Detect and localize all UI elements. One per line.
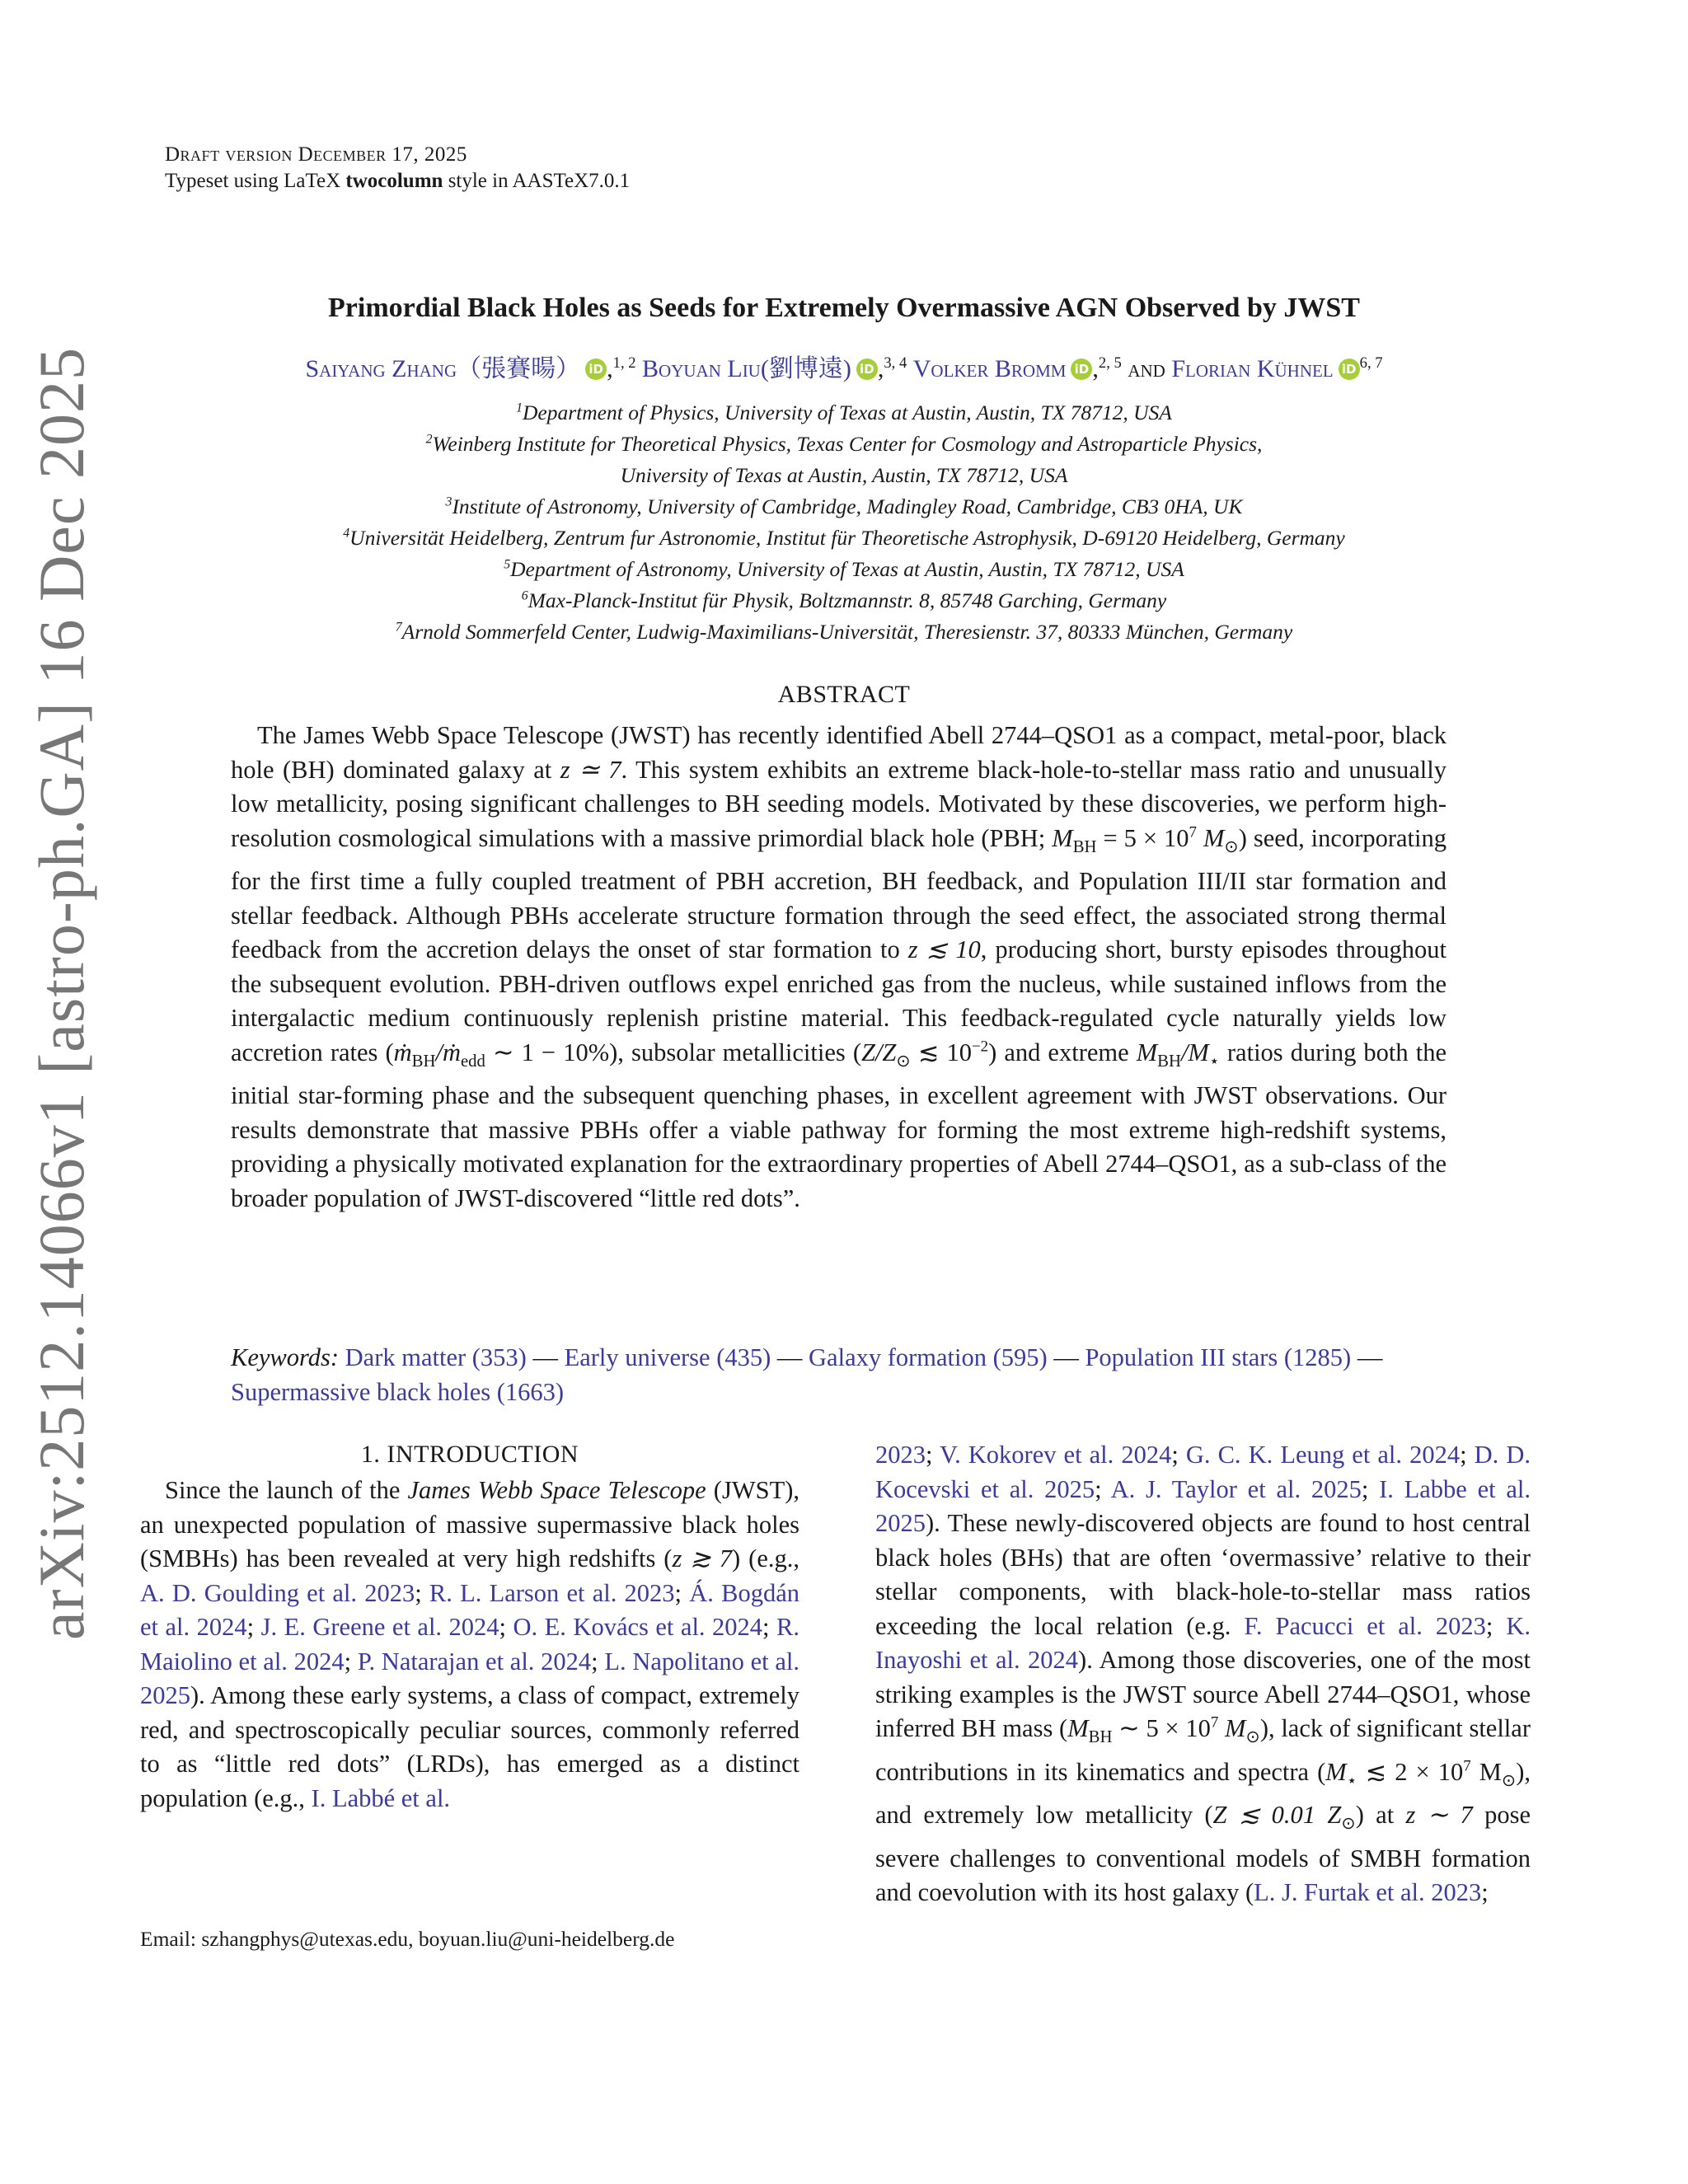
keyword-link[interactable]: Early universe (435) [564,1343,771,1371]
keyword-link[interactable]: Population III stars (1285) [1085,1343,1352,1371]
citation-link[interactable]: L. J. Furtak et al. 2023 [1254,1878,1482,1907]
orcid-icon[interactable]: iD [585,359,607,380]
citation-link[interactable]: 2023 [875,1441,926,1469]
abstract-heading: ABSTRACT [777,681,911,708]
affiliation: $^6$Max-Planck-Institut für Physik, Boltzmannstr. 8, 85748 Garching, Germany [521,588,1167,612]
keywords-label: Keywords: [231,1343,340,1371]
citation-link[interactable]: J. E. Greene et al. 2024 [260,1613,499,1641]
affiliation: $^1$Department of Physics, University of Texas at Austin, Austin, TX 78712, USA [516,401,1172,424]
author-conjunction: and [1128,355,1165,382]
keyword-link[interactable]: Supermassive black holes (1663) [231,1377,565,1406]
citation-link[interactable]: F. Pacucci et al. 2023 [1244,1611,1486,1640]
intro-right-column: 2023; V. Kokorev et al. 2024; G. C. K. Leung et al. 2024; D. D. Kocevski et al. 2025; A. J. Taylor et al. 2025; I. Labbe et al. 2025). These newly-discovered objects are found to host central black holes (BHs) that are often ‘overmassive’ relative to their stellar components, with black-hole-to-stellar mass ratios exceeding the local relation (e.g. F. Pacucci et al. 2023; K. Inayoshi et al. 2024). Among those discoveries, one of the most striking examples is the JWST source Abell 2744–QSO1, whose inferred BH mass ($M_{BH}$ ∼ $5 \times 10^7$ $M_⊙$), lack of significant stellar contributions in its kinematics and spectra ($M_⋆$ ≲ $2 \times 10^7$ $M_⊙$), and extremely low metallicity (Z ≲ 0.01 $Z_⊙$) at z ∼ 7 pose severe challenges to conventional models of SMBH formation and coevolution with its host galaxy (L. J. Furtak et al. 2023; [875,1441,1531,1907]
latex-logo: LaTeX [284,170,341,192]
orcid-icon[interactable]: iD [856,359,878,380]
author-link[interactable]: Boyuan Liu(劉博遠) [642,355,851,382]
citation-link[interactable]: I. Labbe et al. 2025 [875,1474,1531,1537]
citation-link[interactable]: I. Labbé et al. [311,1783,451,1812]
affiliation: $^2$Weinberg Institute for Theoretical Physics, Texas Center for Cosmology and Astroparticle Physics, [425,432,1263,456]
citation-link[interactable]: D. D. Kocevski et al. 2025 [875,1441,1531,1503]
keywords: Keywords: Dark matter (353) — Early universe (435) — Galaxy formation (595) — Population III stars (1285) — Supermassive black holes (1663) [231,1343,1383,1406]
citation-link[interactable]: R. L. Larson et al. 2023 [429,1578,675,1607]
author-list: Saiyang Zhang（張賽暘） iD ,$^{1, 2}$ Boyuan Liu(劉博遠) iD ,$^{3, 4}$ Volker Bromm iD ,$^{2, 5}$ and Florian Kühnel iD $^{6, 7}$ [305,354,1383,382]
citation-link[interactable]: Á. Bogdán et al. 2024 [140,1578,799,1641]
keyword-link[interactable]: Galaxy formation (595) [809,1343,1048,1371]
arxiv-stamp: arXiv:2512.14066v1 [astro-ph.GA] 16 Dec 2025 [26,346,97,1640]
intro-left-column: Since the launch of the James Webb Space Telescope (JWST), an unexpected population of massive supermassive black holes (SMBHs) has been revealed at very high redshifts (z ≳ 7) (e.g., A. D. Goulding et al. 2023; R. L. Larson et al. 2023; Á. Bogdán et al. 2024; J. E. Greene et al. 2024; O. E. Kovács et al. 2024; R. Maiolino et al. 2024; P. Natarajan et al. 2024; L. Napolitano et al. 2025). Among these early systems, a class of compact, extremely red, and spectroscopically peculiar sources, commonly referred to as “little red dots” (LRDs), has emerged as a distinct population (e.g., I. Labbé et al. [140,1476,799,1812]
draft-version: Draft version December 17, 2025 [165,143,467,166]
citation-link[interactable]: A. D. Goulding et al. 2023 [140,1578,415,1607]
author-link[interactable]: Saiyang Zhang（張賽暘） [305,355,581,382]
affiliation: $^4$Universität Heidelberg, Zentrum fur Astronomie, Institut für Theoretische Astrophysik, D-69120 Heidelberg, Germany [343,526,1345,550]
abstract-body: The James Webb Space Telescope (JWST) has recently identified Abell 2744–QSO1 as a compact, metal-poor, black hole (BH) dominated galaxy at z ≃ 7. This system exhibits an extreme black-hole-to-stellar mass ratio and unusually low metallicity, posing significant challenges to BH seeding models. Motivated by these discoveries, we perform high-resolution cosmological simulations with a massive primordial black hole (PBH; $M_{BH} = 5 \times 10^7$ $M_⊙$) seed, incorporating for the first time a fully coupled treatment of PBH accretion, BH feedback, and Population III/II star formation and stellar feedback. Although PBHs accelerate structure formation through the seed effect, the associated strong thermal feedback from the accretion delays the onset of star formation to z ≲ 10, producing short, bursty episodes throughout the subsequent evolution. PBH-driven outflows expel enriched gas from the nucleus, while sustained inflows from the intergalactic medium continuously replenish pristine material. This feedback-regulated cycle naturally yields low accretion rates (ṁ$_{BH}$/ṁ$_{edd}$ ∼ 1 − 10%), subsolar metallicities ($Z/Z_⊙$ ≲ $10^{-2}$) and extreme $M_{BH}/M_⋆$ ratios during both the initial star-forming phase and the subsequent quenching phases, in excellent agreement with JWST observations. Our results demonstrate that massive PBHs offer a viable pathway for forming the most extreme high-redshift systems, providing a physically motivated explanation for the extraordinary properties of Abell 2744–QSO1, as a sub-class of the broader population of JWST-discovered “little red dots”. [231,721,1447,1212]
citation-link[interactable]: K. Inayoshi et al. 2024 [875,1611,1531,1674]
citation-link[interactable]: V. Kokorev et al. 2024 [939,1441,1172,1469]
orcid-icon[interactable]: iD [1339,359,1360,380]
affiliation: $^5$Department of Astronomy, University of Texas at Austin, Austin, TX 78712, USA [504,557,1184,581]
citation-link[interactable]: P. Natarajan et al. 2024 [357,1647,592,1675]
citation-link[interactable]: A. J. Taylor et al. 2025 [1110,1474,1362,1503]
affiliation: $^3$Institute of Astronomy, University of Cambridge, Madingley Road, Cambridge, CB3 0HA, UK [445,494,1243,518]
typeset-line: Typeset using LaTeX twocolumn style in AASTeX7.0.1 [165,170,631,192]
citation-link[interactable]: L. Napolitano et al. 2025 [140,1647,799,1709]
paper-title: Primordial Black Holes as Seeds for Extremely Overmassive AGN Observed by JWST [328,293,1360,323]
affiliation: $^7$Arnold Sommerfeld Center, Ludwig-Maximilians-Universität, Theresienstr. 37, 80333 München, Germany [395,620,1293,644]
author-link[interactable]: Florian Kühnel [1171,355,1334,382]
citation-link[interactable]: G. C. K. Leung et al. 2024 [1185,1441,1461,1469]
draft-header [165,142,630,194]
section-heading: 1. INTRODUCTION [360,1441,579,1468]
orcid-icon[interactable]: iD [1071,359,1092,380]
email-footnote: Email: szhangphys@utexas.edu, boyuan.liu@uni-heidelberg.de [140,1927,675,1951]
citation-link[interactable]: O. E. Kovács et al. 2024 [513,1613,763,1641]
keyword-link[interactable]: Dark matter (353) [345,1343,527,1371]
affiliations [0,397,1688,648]
author-link[interactable]: Volker Bromm [912,355,1067,382]
affiliation: University of Texas at Austin, Austin, TX 78712, USA [620,463,1068,487]
citation-link[interactable]: R. Maiolino et al. 2024 [140,1613,799,1675]
